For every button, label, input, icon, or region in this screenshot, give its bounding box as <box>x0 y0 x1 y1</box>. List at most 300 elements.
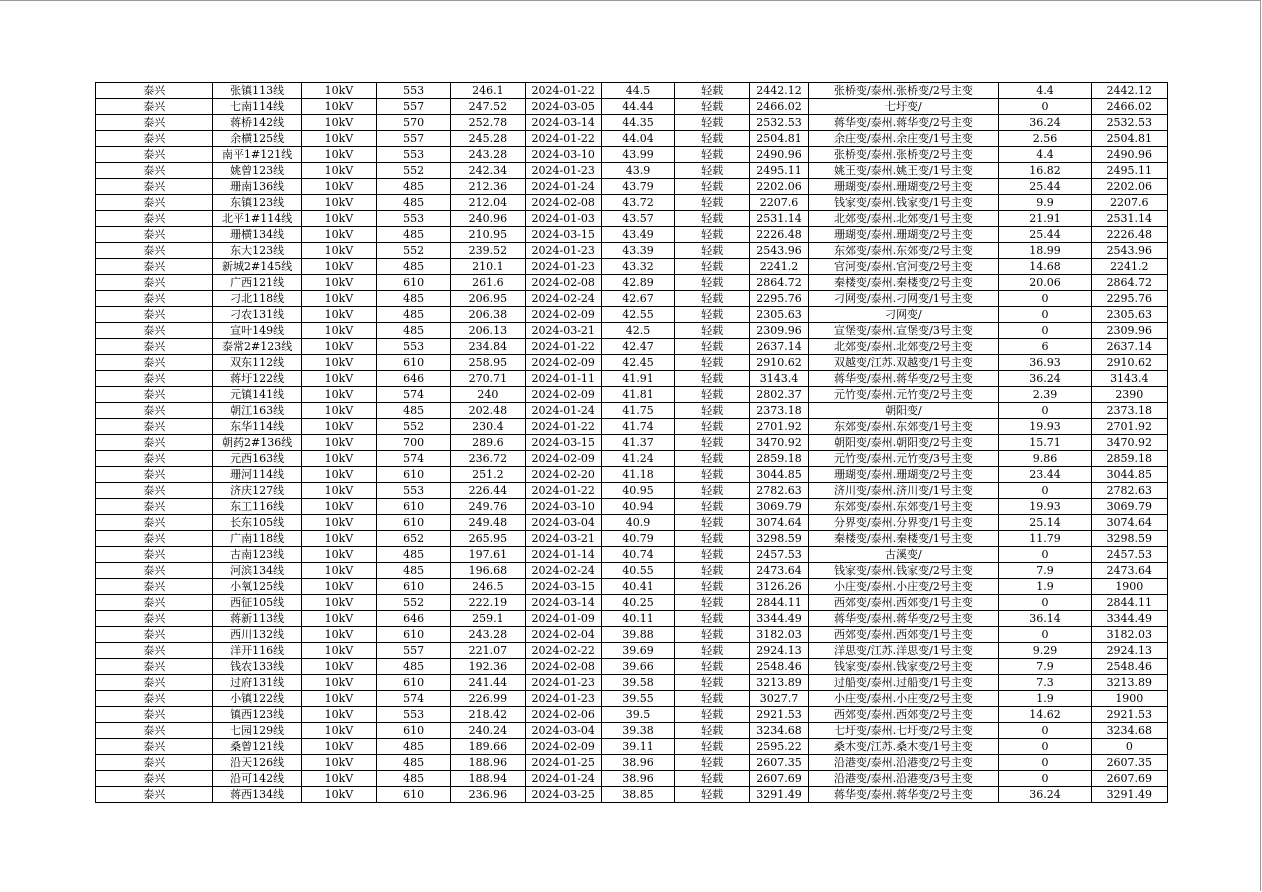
cell-voltage: 10kV <box>301 355 376 371</box>
cell-date: 2024-02-24 <box>525 563 601 579</box>
cell-max-current: 192.36 <box>451 659 525 675</box>
cell-max-current: 236.96 <box>451 787 525 803</box>
cell-voltage: 10kV <box>301 371 376 387</box>
cell-rated-current: 574 <box>377 451 451 467</box>
cell-load-status: 轻载 <box>675 611 750 627</box>
cell-voltage: 10kV <box>301 595 376 611</box>
cell-rated-current: 553 <box>377 147 451 163</box>
cell-load-status: 轻载 <box>675 83 750 99</box>
cell-line-name: 珊横134线 <box>213 227 301 243</box>
cell-substation: 朝阳变/ <box>808 403 999 419</box>
cell-rated-current: 485 <box>377 259 451 275</box>
cell-line-name: 姚曾123线 <box>213 163 301 179</box>
cell-rated-current: 553 <box>377 211 451 227</box>
cell-rated-current: 646 <box>377 611 451 627</box>
cell-rated-current: 610 <box>377 467 451 483</box>
cell-substation: 蒋华变/泰州.蒋华变/2号主变 <box>808 787 999 803</box>
cell-max-current: 240.96 <box>451 211 525 227</box>
cell-max-current: 249.76 <box>451 499 525 515</box>
cell-date: 2024-01-22 <box>525 83 601 99</box>
cell-substation: 官河变/泰州.官河变/2号主变 <box>808 259 999 275</box>
cell-max-current: 212.36 <box>451 179 525 195</box>
cell-capacity-2: 2490.96 <box>1091 147 1167 163</box>
cell-voltage: 10kV <box>301 755 376 771</box>
cell-transformer-load: 0 <box>999 771 1091 787</box>
cell-voltage: 10kV <box>301 211 376 227</box>
cell-area: 泰兴 <box>96 83 213 99</box>
cell-max-current: 242.34 <box>451 163 525 179</box>
cell-load-status: 轻载 <box>675 531 750 547</box>
cell-area: 泰兴 <box>96 195 213 211</box>
cell-area: 泰兴 <box>96 483 213 499</box>
cell-capacity-2: 3298.59 <box>1091 531 1167 547</box>
cell-max-current: 246.5 <box>451 579 525 595</box>
cell-capacity-2: 2442.12 <box>1091 83 1167 99</box>
table-row <box>96 627 1168 643</box>
cell-load-status: 轻载 <box>675 515 750 531</box>
cell-load-status: 轻载 <box>675 771 750 787</box>
cell-substation: 刁网变/泰州.刁网变/1号主变 <box>808 291 999 307</box>
cell-substation: 刁网变/ <box>808 307 999 323</box>
cell-voltage: 10kV <box>301 531 376 547</box>
cell-load-status: 轻载 <box>675 259 750 275</box>
cell-capacity: 3143.4 <box>750 371 808 387</box>
cell-area: 泰兴 <box>96 99 213 115</box>
cell-rated-current: 552 <box>377 595 451 611</box>
cell-transformer-load: 20.06 <box>999 275 1091 291</box>
cell-capacity: 3470.92 <box>750 435 808 451</box>
cell-rated-current: 485 <box>377 291 451 307</box>
cell-voltage: 10kV <box>301 435 376 451</box>
cell-line-name: 元西163线 <box>213 451 301 467</box>
cell-line-name: 七园129线 <box>213 723 301 739</box>
cell-line-name: 珊南136线 <box>213 179 301 195</box>
cell-load-status: 轻载 <box>675 547 750 563</box>
cell-max-current: 239.52 <box>451 243 525 259</box>
cell-load-status: 轻载 <box>675 499 750 515</box>
cell-capacity-2: 2607.69 <box>1091 771 1167 787</box>
cell-capacity: 2924.13 <box>750 643 808 659</box>
cell-substation: 西郊变/泰州.西郊变/2号主变 <box>808 707 999 723</box>
cell-transformer-load: 18.99 <box>999 243 1091 259</box>
cell-voltage: 10kV <box>301 307 376 323</box>
cell-rated-current: 485 <box>377 755 451 771</box>
cell-area: 泰兴 <box>96 435 213 451</box>
cell-max-current: 221.07 <box>451 643 525 659</box>
cell-line-name: 桑曾121线 <box>213 739 301 755</box>
cell-date: 2024-02-20 <box>525 467 601 483</box>
cell-line-name: 镇西123线 <box>213 707 301 723</box>
cell-rated-current: 485 <box>377 195 451 211</box>
cell-capacity-2: 2910.62 <box>1091 355 1167 371</box>
cell-capacity-2: 2207.6 <box>1091 195 1167 211</box>
cell-date: 2024-01-22 <box>525 131 601 147</box>
cell-capacity: 3291.49 <box>750 787 808 803</box>
table-row <box>96 467 1168 483</box>
cell-load-rate: 38.96 <box>601 755 674 771</box>
cell-line-name: 宣叶149线 <box>213 323 301 339</box>
cell-line-name: 钱农133线 <box>213 659 301 675</box>
cell-capacity-2: 2202.06 <box>1091 179 1167 195</box>
cell-capacity: 2466.02 <box>750 99 808 115</box>
cell-max-current: 206.95 <box>451 291 525 307</box>
cell-voltage: 10kV <box>301 131 376 147</box>
cell-date: 2024-03-05 <box>525 99 601 115</box>
cell-voltage: 10kV <box>301 275 376 291</box>
cell-load-rate: 44.44 <box>601 99 674 115</box>
cell-transformer-load: 36.24 <box>999 787 1091 803</box>
table-row <box>96 227 1168 243</box>
table-row <box>96 147 1168 163</box>
cell-rated-current: 553 <box>377 707 451 723</box>
cell-capacity-2: 3291.49 <box>1091 787 1167 803</box>
cell-date: 2024-03-15 <box>525 227 601 243</box>
cell-substation: 元竹变/泰州.元竹变/3号主变 <box>808 451 999 467</box>
cell-transformer-load: 9.9 <box>999 195 1091 211</box>
cell-rated-current: 570 <box>377 115 451 131</box>
cell-line-name: 东工116线 <box>213 499 301 515</box>
cell-date: 2024-03-15 <box>525 435 601 451</box>
cell-load-rate: 44.35 <box>601 115 674 131</box>
cell-voltage: 10kV <box>301 451 376 467</box>
cell-transformer-load: 0 <box>999 739 1091 755</box>
cell-rated-current: 485 <box>377 659 451 675</box>
table-row <box>96 83 1168 99</box>
cell-capacity-2: 3344.49 <box>1091 611 1167 627</box>
cell-capacity-2: 3213.89 <box>1091 675 1167 691</box>
cell-substation: 秦楼变/泰州.秦楼变/2号主变 <box>808 275 999 291</box>
cell-rated-current: 610 <box>377 723 451 739</box>
cell-transformer-load: 25.44 <box>999 227 1091 243</box>
cell-load-status: 轻载 <box>675 403 750 419</box>
cell-load-rate: 41.18 <box>601 467 674 483</box>
cell-date: 2024-02-04 <box>525 627 601 643</box>
cell-area: 泰兴 <box>96 547 213 563</box>
cell-load-status: 轻载 <box>675 99 750 115</box>
cell-area: 泰兴 <box>96 627 213 643</box>
cell-date: 2024-03-10 <box>525 499 601 515</box>
cell-capacity: 2607.35 <box>750 755 808 771</box>
cell-max-current: 218.42 <box>451 707 525 723</box>
cell-voltage: 10kV <box>301 611 376 627</box>
cell-area: 泰兴 <box>96 659 213 675</box>
cell-rated-current: 652 <box>377 531 451 547</box>
cell-load-rate: 39.88 <box>601 627 674 643</box>
cell-rated-current: 574 <box>377 691 451 707</box>
cell-rated-current: 610 <box>377 627 451 643</box>
cell-max-current: 241.44 <box>451 675 525 691</box>
cell-line-name: 元镇141线 <box>213 387 301 403</box>
cell-line-name: 沿可142线 <box>213 771 301 787</box>
cell-load-rate: 39.55 <box>601 691 674 707</box>
cell-substation: 东郊变/泰州.东郊变/1号主变 <box>808 499 999 515</box>
cell-transformer-load: 0 <box>999 403 1091 419</box>
cell-load-rate: 40.74 <box>601 547 674 563</box>
cell-transformer-load: 4.4 <box>999 83 1091 99</box>
cell-capacity: 2305.63 <box>750 307 808 323</box>
cell-load-rate: 40.94 <box>601 499 674 515</box>
cell-rated-current: 610 <box>377 787 451 803</box>
cell-substation: 沿港变/泰州.沿港变/3号主变 <box>808 771 999 787</box>
cell-load-status: 轻载 <box>675 643 750 659</box>
table-row <box>96 579 1168 595</box>
table-row <box>96 195 1168 211</box>
cell-transformer-load: 36.24 <box>999 115 1091 131</box>
table-row <box>96 547 1168 563</box>
cell-transformer-load: 23.44 <box>999 467 1091 483</box>
cell-capacity-2: 2373.18 <box>1091 403 1167 419</box>
table-row <box>96 451 1168 467</box>
cell-capacity-2: 1900 <box>1091 579 1167 595</box>
cell-transformer-load: 15.71 <box>999 435 1091 451</box>
cell-line-name: 七南114线 <box>213 99 301 115</box>
cell-load-status: 轻载 <box>675 659 750 675</box>
cell-date: 2024-01-03 <box>525 211 601 227</box>
cell-transformer-load: 7.9 <box>999 659 1091 675</box>
table-row <box>96 291 1168 307</box>
cell-area: 泰兴 <box>96 515 213 531</box>
table-row <box>96 211 1168 227</box>
cell-load-status: 轻载 <box>675 147 750 163</box>
cell-transformer-load: 4.4 <box>999 147 1091 163</box>
cell-rated-current: 610 <box>377 675 451 691</box>
cell-capacity: 2442.12 <box>750 83 808 99</box>
cell-capacity: 3182.03 <box>750 627 808 643</box>
cell-transformer-load: 19.93 <box>999 419 1091 435</box>
table-row <box>96 259 1168 275</box>
cell-transformer-load: 0 <box>999 99 1091 115</box>
cell-capacity: 2844.11 <box>750 595 808 611</box>
cell-voltage: 10kV <box>301 483 376 499</box>
cell-load-rate: 43.39 <box>601 243 674 259</box>
cell-area: 泰兴 <box>96 643 213 659</box>
table-row <box>96 643 1168 659</box>
cell-max-current: 226.44 <box>451 483 525 499</box>
cell-date: 2024-01-24 <box>525 403 601 419</box>
cell-max-current: 230.4 <box>451 419 525 435</box>
cell-load-status: 轻载 <box>675 243 750 259</box>
cell-line-name: 新城2#145线 <box>213 259 301 275</box>
cell-voltage: 10kV <box>301 323 376 339</box>
cell-area: 泰兴 <box>96 227 213 243</box>
cell-max-current: 249.48 <box>451 515 525 531</box>
cell-max-current: 265.95 <box>451 531 525 547</box>
cell-date: 2024-01-23 <box>525 243 601 259</box>
cell-rated-current: 700 <box>377 435 451 451</box>
cell-voltage: 10kV <box>301 723 376 739</box>
cell-load-rate: 43.32 <box>601 259 674 275</box>
cell-load-rate: 39.11 <box>601 739 674 755</box>
cell-load-rate: 43.79 <box>601 179 674 195</box>
cell-substation: 秦楼变/泰州.秦楼变/1号主变 <box>808 531 999 547</box>
cell-area: 泰兴 <box>96 723 213 739</box>
table-row <box>96 739 1168 755</box>
cell-substation: 珊瑚变/泰州.珊瑚变/2号主变 <box>808 227 999 243</box>
table-row <box>96 483 1168 499</box>
cell-load-status: 轻载 <box>675 195 750 211</box>
cell-line-name: 刁农131线 <box>213 307 301 323</box>
cell-voltage: 10kV <box>301 291 376 307</box>
cell-voltage: 10kV <box>301 563 376 579</box>
cell-load-status: 轻载 <box>675 787 750 803</box>
cell-substation: 洋思变/江苏.洋思变/1号主变 <box>808 643 999 659</box>
cell-area: 泰兴 <box>96 451 213 467</box>
cell-substation: 济川变/泰州.济川变/1号主变 <box>808 483 999 499</box>
cell-capacity: 2309.96 <box>750 323 808 339</box>
cell-transformer-load: 7.9 <box>999 563 1091 579</box>
cell-transformer-load: 9.86 <box>999 451 1091 467</box>
cell-load-rate: 42.55 <box>601 307 674 323</box>
cell-load-status: 轻载 <box>675 627 750 643</box>
cell-load-status: 轻载 <box>675 163 750 179</box>
cell-max-current: 247.52 <box>451 99 525 115</box>
cell-date: 2024-03-21 <box>525 323 601 339</box>
cell-transformer-load: 21.91 <box>999 211 1091 227</box>
cell-capacity-2: 2543.96 <box>1091 243 1167 259</box>
cell-line-name: 北平1#114线 <box>213 211 301 227</box>
cell-line-name: 张镇113线 <box>213 83 301 99</box>
cell-voltage: 10kV <box>301 227 376 243</box>
cell-line-name: 长东105线 <box>213 515 301 531</box>
cell-area: 泰兴 <box>96 291 213 307</box>
cell-area: 泰兴 <box>96 355 213 371</box>
cell-capacity-2: 2495.11 <box>1091 163 1167 179</box>
cell-load-rate: 43.72 <box>601 195 674 211</box>
cell-area: 泰兴 <box>96 739 213 755</box>
table-row <box>96 691 1168 707</box>
cell-substation: 小庄变/泰州.小庄变/2号主变 <box>808 579 999 595</box>
cell-capacity: 2543.96 <box>750 243 808 259</box>
table-row <box>96 611 1168 627</box>
table-row <box>96 787 1168 803</box>
cell-date: 2024-03-04 <box>525 723 601 739</box>
cell-transformer-load: 25.44 <box>999 179 1091 195</box>
cell-capacity: 3234.68 <box>750 723 808 739</box>
cell-capacity: 2490.96 <box>750 147 808 163</box>
cell-substation: 元竹变/泰州.元竹变/2号主变 <box>808 387 999 403</box>
cell-line-name: 小氧125线 <box>213 579 301 595</box>
table-row <box>96 659 1168 675</box>
cell-load-status: 轻载 <box>675 563 750 579</box>
cell-capacity: 2921.53 <box>750 707 808 723</box>
cell-voltage: 10kV <box>301 83 376 99</box>
cell-max-current: 212.04 <box>451 195 525 211</box>
table-row <box>96 339 1168 355</box>
cell-capacity: 2373.18 <box>750 403 808 419</box>
cell-voltage: 10kV <box>301 403 376 419</box>
table-row <box>96 131 1168 147</box>
cell-line-name: 蒋西134线 <box>213 787 301 803</box>
cell-transformer-load: 25.14 <box>999 515 1091 531</box>
cell-capacity: 2802.37 <box>750 387 808 403</box>
cell-capacity: 2504.81 <box>750 131 808 147</box>
cell-rated-current: 557 <box>377 99 451 115</box>
cell-transformer-load: 7.3 <box>999 675 1091 691</box>
cell-date: 2024-01-22 <box>525 339 601 355</box>
cell-load-rate: 39.69 <box>601 643 674 659</box>
cell-capacity: 3027.7 <box>750 691 808 707</box>
table-row <box>96 115 1168 131</box>
cell-line-name: 东大123线 <box>213 243 301 259</box>
cell-area: 泰兴 <box>96 611 213 627</box>
cell-transformer-load: 0 <box>999 323 1091 339</box>
cell-load-rate: 42.5 <box>601 323 674 339</box>
cell-capacity-2: 3234.68 <box>1091 723 1167 739</box>
cell-date: 2024-01-22 <box>525 483 601 499</box>
cell-max-current: 189.66 <box>451 739 525 755</box>
cell-capacity: 2532.53 <box>750 115 808 131</box>
cell-load-status: 轻载 <box>675 387 750 403</box>
cell-capacity: 2495.11 <box>750 163 808 179</box>
cell-area: 泰兴 <box>96 707 213 723</box>
cell-capacity: 3044.85 <box>750 467 808 483</box>
cell-load-rate: 41.24 <box>601 451 674 467</box>
cell-transformer-load: 6 <box>999 339 1091 355</box>
cell-voltage: 10kV <box>301 259 376 275</box>
cell-capacity: 2782.63 <box>750 483 808 499</box>
cell-load-rate: 41.74 <box>601 419 674 435</box>
cell-capacity: 3126.26 <box>750 579 808 595</box>
cell-date: 2024-01-25 <box>525 755 601 771</box>
cell-load-rate: 44.04 <box>601 131 674 147</box>
table-row <box>96 435 1168 451</box>
cell-line-name: 西川132线 <box>213 627 301 643</box>
cell-voltage: 10kV <box>301 643 376 659</box>
cell-voltage: 10kV <box>301 515 376 531</box>
cell-rated-current: 557 <box>377 131 451 147</box>
cell-date: 2024-03-04 <box>525 515 601 531</box>
cell-area: 泰兴 <box>96 163 213 179</box>
cell-date: 2024-01-22 <box>525 419 601 435</box>
cell-line-name: 古南123线 <box>213 547 301 563</box>
cell-load-status: 轻载 <box>675 467 750 483</box>
table-row <box>96 499 1168 515</box>
cell-date: 2024-02-09 <box>525 739 601 755</box>
table-row <box>96 755 1168 771</box>
table-row <box>96 387 1168 403</box>
cell-max-current: 206.13 <box>451 323 525 339</box>
cell-capacity: 2548.46 <box>750 659 808 675</box>
cell-load-rate: 43.9 <box>601 163 674 179</box>
table-row <box>96 675 1168 691</box>
cell-area: 泰兴 <box>96 323 213 339</box>
cell-area: 泰兴 <box>96 499 213 515</box>
cell-area: 泰兴 <box>96 147 213 163</box>
cell-capacity-2: 2531.14 <box>1091 211 1167 227</box>
cell-line-name: 广西121线 <box>213 275 301 291</box>
cell-substation: 余庄变/泰州.余庄变/1号主变 <box>808 131 999 147</box>
cell-load-rate: 39.5 <box>601 707 674 723</box>
cell-load-rate: 42.45 <box>601 355 674 371</box>
cell-date: 2024-02-06 <box>525 707 601 723</box>
cell-rated-current: 485 <box>377 179 451 195</box>
cell-substation: 蒋华变/泰州.蒋华变/2号主变 <box>808 115 999 131</box>
cell-transformer-load: 0 <box>999 307 1091 323</box>
table-row <box>96 403 1168 419</box>
cell-rated-current: 610 <box>377 275 451 291</box>
cell-max-current: 197.61 <box>451 547 525 563</box>
cell-substation: 北郊变/泰州.北郊变/1号主变 <box>808 211 999 227</box>
cell-rated-current: 485 <box>377 307 451 323</box>
cell-substation: 西郊变/泰州.西郊变/1号主变 <box>808 595 999 611</box>
cell-date: 2024-01-24 <box>525 771 601 787</box>
cell-max-current: 196.68 <box>451 563 525 579</box>
cell-substation: 蒋华变/泰州.蒋华变/2号主变 <box>808 611 999 627</box>
cell-transformer-load: 0 <box>999 483 1091 499</box>
cell-max-current: 289.6 <box>451 435 525 451</box>
cell-transformer-load: 36.14 <box>999 611 1091 627</box>
cell-substation: 北郊变/泰州.北郊变/2号主变 <box>808 339 999 355</box>
